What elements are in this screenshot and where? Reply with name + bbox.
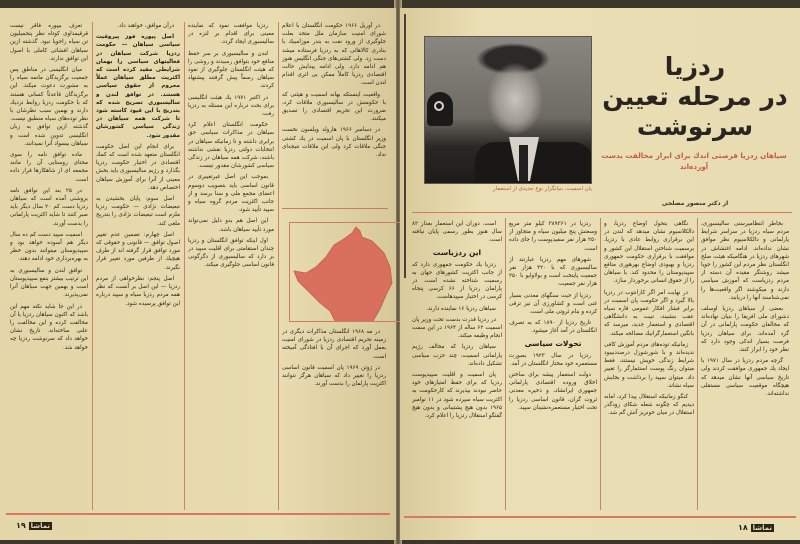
paragraph: اسمیت سپید دست کم ده سال دیگر هم آسوده خواهد بود و سپیدپوستان میتوانند بدون خطر به بهره‌برداری خود ادامه دهند. xyxy=(10,231,88,263)
paragraph: اصل چهارم: تضمین عدم تغییر اصول توافق — قانونی و حقوقی که مورد توافق قرار گرفته اند از طرف هیچیك از طرفین مورد تغییر قرار نگیرند. xyxy=(96,231,180,271)
page-number: ۱۸ xyxy=(738,523,748,532)
footer-rule-right xyxy=(404,516,796,518)
paragraph: میان انگلیسی در مناطق پس جمعیت برگزیدگان مانمه سیاه را به مشورت دعوت میکند. این برگزیدگان قاعدتاً کسانی هستند که با حکومت ردزیا روابط نزدیك دارند و بهمین سبب نظرشان با نظر توده‌های سیاه منطبق نیست. گذشته ازین توافق به زبان انگلیسی تدوین شده است و سیاهان بیسواد آنرا نمیدانند. xyxy=(10,67,88,147)
paragraph: در ژوئن ۱۹۶۹ پان اسمیت قانون اساسی ردزیا را تغییر داد که سیاهان هرگز نتوانند اکثریت پارلمان را بدست آورند. xyxy=(282,364,386,388)
byline: از دکتر منصور مصلحی xyxy=(661,200,729,207)
paragraph: در ۲۵ بند این توافق نامه بروشنی آمده است که سیاهان ردزیا دست کم ۲۰ سال دیگر باید صبر کنند تا شاید اکثریت پارلمانی را بدست آورند. xyxy=(10,187,88,227)
paragraph: در ردزیا قدرت بدست تحت وزیر پان اسمیت ۶۲ ساله از ۱۹۶۴ در این سمت انجام وظیفه میکند. xyxy=(412,316,502,340)
section-rule xyxy=(282,208,388,209)
paragraph: تعرف بیپوره فاقر نیست قرقیمداوی کوتاه نظر پنجمیلیون تن سیاه راجویا نبود. گذشته ازین سیاهان افشائی کاملی با اصول این توافق ندارند. xyxy=(10,23,88,62)
magazine-logo: تماشا xyxy=(30,522,51,530)
paragraph: بعضی از سیاهان ردزیا اوسلف دشورای ملی افریقا را بنیان نهاده‌اند که مخالفان حکومت پارلمانی در آن گرد آمده‌اند. برای سیاهان ردزیا فرصت بسیار اندکی وجود دارد که نظر خود را ابراز کنند. xyxy=(701,306,789,354)
paragraph: ردزیا یك حکومت جمهوری دارد که از جانب اکثریت کشورهای جهان به رسمیت شناخته نشده است. در پارلمان ردزیا از ۶۶ کرسی پنجاه کرسی در اختیار سپیدهاست. xyxy=(412,261,502,301)
paragraph: در اکتبر ۱۹۷۱ یك هیئت انگلیسی برای بحث درباره این مسئله به ردزیا رفت. xyxy=(188,94,274,118)
title-line: سرنوشت xyxy=(636,112,754,141)
magazine-logo: تماشا xyxy=(752,524,773,532)
portrait-photo xyxy=(424,36,592,184)
left-col1-top xyxy=(282,22,386,204)
paragraph: ماده توافق نامه را سوی محتای روستایی آن را مانند مجمعه ای از شاهکارها قرار داده است. xyxy=(10,152,88,183)
paragraph: ردزیا از حیث سنگهای معدنی بسیار غنی است و کشاورزی آن نیز ترقی کرده و بنام ثروتی ملی است. xyxy=(509,292,597,316)
paragraph: در مه ۱۹۶۸ انگلستان مذاکرات دیگری در زمینه تحریم اقتصادی ردزیا در شورای امنیت بعمل آورد که اجرای آن با افتادگی آمیخته است. xyxy=(282,329,386,360)
paragraph: اول اینکه توافق انگلستان و ردزیا چندان استقامتی برای اقلیت سپید در بر دارد که سالیسبوری از دگرگونی قانون اساسی جلوگیری میکند. xyxy=(188,237,274,269)
article-title xyxy=(600,52,790,142)
paragraph: پان اسمیت و اقلیت سپیدپوست ردزیا که برای حفظ امتیازهای خود حاضر نبودند بپذیرند که کارحکومت به اکثریت سیاه سپرده شود در ۱۱ نوامبر ۱۹۶۵ بدون هیچ پشتیبانی و بدون هیچ گفتگو استقلال ردزیا را اعلام کرد. xyxy=(412,372,502,420)
paragraph: برای انجام این اصل حکومت انگلستان متعهد شده است که کمك اقتصادی در اختیار حکومت ردزیا بگذارد و رژیم سالیسبوری باید بخش معینی از آنرا برای آموزش سیاهان اختصاص دهد. xyxy=(96,143,180,191)
necktie xyxy=(519,145,528,181)
page-number: ۱۹ xyxy=(16,521,26,530)
paragraph: دولت استعمار پیشه برای ساختن اخلاق وروده اقتصادی پارلمانی جمهوری ایرانشاد، و ذخیره معدنی ثروت گران، قانون اساسی ردزیا را تحت اختیار مستعمره‌نشینان سپید. xyxy=(509,372,597,411)
paragraph: سیاهان ردزیا ۱۶ نماینده دارند. xyxy=(426,305,496,312)
paragraph: در نهایت امر اگر کارانتوب در ردزیا بالا گیرد و اگر حکومت پان اسمیت در برابر فشار افکار عمومی قاره سیاه عقب بنشیند، تبیت به دانشگاهی اقتصادی و استعمار جدید، میرسد که بانگین استعمارگرانیك مصالحه میکند. xyxy=(604,289,694,337)
section-heading: تحولات سیاسی xyxy=(524,338,582,348)
paragraph: واقعیت اینستکه بهانه اسمیت و هیئتی که با حکومتش در سالیسبوری ملاقات کرد، ضرورت این تحریم اقتصادی را تصدیق میکنند. xyxy=(282,91,386,123)
bold-heading-paragraph: اصل پیوره فوز پیروقیت سیاسی سیاهان — حکومت ردزیا شرکت سیاهان در فعالیتهای سیاسی را بهمان شرایطی مفید کرده است که اکثریت مطلق سیاهان عملاً محروم از حقوق سیاسی هستند. در توافق لندن و سالیسبوری تصریح شده که بتدریج با این قیود کاسته شود تا شرکت همه سیاهان در زندگی سیاسی کشورشان مقدور شود. xyxy=(96,34,180,139)
rhodesia-map-frame xyxy=(289,222,402,322)
right-col1b xyxy=(604,220,694,510)
paragraph: است. دوران این استعمار بعداز ۸۲ سال هنوز بطور رسمی پایان نیافته است. xyxy=(412,221,502,244)
left-col3 xyxy=(96,22,180,510)
title-line: در مرحله تعیین xyxy=(602,82,788,111)
right-col2 xyxy=(509,220,597,510)
paragraph: توافق لندن و سالیسبوری به این ترتیب بیشتر بنفع سپیدپوستان است و بهمین جهت سیاهان آنرا نمی‌پذیرند. xyxy=(10,267,88,299)
paragraph: نگاهی بتحول اوضاع ردزیا، و دالکلاسیوم نشان میدهد که لندن در این برقراری روابط عادی با ردزیا، برسمیت شناختن استقلال این کشور و موافقت با برقراری حکومت جمهوری ردزیا و بهبودی اوضاع بهرهوری منافع سپیدپوستان را محدود کند. یا سیاهان را از حقوق انسانی برخوردار سازد. xyxy=(604,221,694,285)
paragraph: در دسامبر ۱۹۶۶ هارولد ویلسون نخست وزیر انگلستان با پان اسمیت در یك کشتی جنگی ملاقات کرد ولی این ملاقات نتیجه‌ای نداد. xyxy=(282,127,386,159)
paragraph: در این جا شاید نکته مهم این باشد که اکنون سیاهان ردزیا با آن مخالفت کرده و این مخالفت را علنی ساخته‌اند. تاریخ نشان خواهد داد که سرنوشت ردزیا چه خواهد شد. xyxy=(10,303,88,351)
column-rule xyxy=(278,22,279,510)
column-rule xyxy=(92,22,93,510)
left-col1-bottom xyxy=(282,328,386,508)
paragraph: زمانیکه توده‌های مردم آموزش کافی ندیده‌اند و با شورشوزل درصددبیبود شرایط زندگی خویش نیستند، فقط میتوان رنگ پوست استثمارگر را تغییر داد. میتوان سپید را برداشت و بجایش سیاه نشاند. xyxy=(604,341,694,389)
paragraph: لندن و سالیسبوری بر سر حفظ منافع خود بتوافق رسیدند و روشی را که هیئت انگلستان جلوگیری از نفوذ سیاهان رسماً پیش گرفتند پیشنهاد کردند. xyxy=(188,50,274,90)
paragraph: در آوریل ۱۹۶۶ حکومت انگلستان با اعلام شورای امنیت سازمان ملل متحد بعلت جلوگیری از ورود نفت به بندر موزامبیك با بنادری کالاهائی که به ردزیا فرستاده میشد دست زد. ولی کشتی‌های جنگی انگلیس هنوز هم ادامه دارد. ولی ادامه پیدایش حالت اقتصادی ردزیا کاملاً ممکن بی اثری اقدام لندن است. xyxy=(282,23,386,87)
paragraph: درآن موافق، خواهند داد. xyxy=(117,23,174,29)
paragraph: تاریخ ردزیا از ۱۸۹۰ که به تصرف انگلستان در آمد آغاز میشود. xyxy=(509,320,597,335)
column-rule xyxy=(184,22,185,510)
right-col1 xyxy=(701,220,789,510)
left-folio xyxy=(16,521,52,530)
paragraph: اصل سوم: پایان بخشیدن به تبعیضات نژادی — حکومت ردزیا ملزم است تبعیضات نژادی را بتدریج ملغی کند. xyxy=(96,196,180,227)
paragraph: بخاطر انتظامپرستی سالیسبوری، مردم سیاه ردزیا در سراسر شرایط پارلمانی و دالکلاسیوم نظر موافق نشان نداده‌اند. ادامه اغتشاش در شهرهای ردزیا در هنگامیکه هیئت صلح انگلستان نظر مردم این کشور را جویا میشد روشنگر مقیده آن دسته از مردم ردزیاست که آموزش سیاسی دارند و میکوشند اگر واقعیت‌ها را نمی‌شناسند آنها را دریابند. xyxy=(701,221,789,301)
title-line: ردزیا xyxy=(664,52,726,81)
left-col2 xyxy=(188,22,274,510)
paragraph: سیاهان ردزیا که مخالف رژیم پارلمانی اسمیت، چند حزب سیاسی تشکیل داده‌اند. xyxy=(412,344,502,367)
photo-caption: یان اسمیت، بنیانگزار نوع جدیدی از استعمار xyxy=(492,186,592,192)
paragraph: حکومت انگلستان اعلام کرد سیاهان در مذاکرات سیاسی حق برابری داشته و تا زمانیکه سیاهان در انتخابات دولتی ردزیا نقشی نداشته باشند، شرکت همه سیاهان در زندگی سیاسی کشورشان مقدور نیست. xyxy=(188,122,274,170)
left-col4 xyxy=(10,22,88,510)
helmet-badge xyxy=(434,101,444,111)
paragraph: اصل پنجم: نظرخواهی از مردم ردزیا — این اصل بر آنست که نظر همه مردم ردزیا سیاه و سپید درباره این توافق پرسیده شود. xyxy=(96,275,180,307)
article-subtitle: سیاهان ردزیا فرصتی اندك برای ابراز مخالفت بدست آورده‌اند xyxy=(601,151,787,171)
footer-rule-left xyxy=(6,513,390,515)
edge-rule xyxy=(404,14,406,278)
paragraph: گرچه مردم ردزیا در سال ۱۹۷۱ با ایجاد یك جمهوری موافقت کردند ولی تاریخ سیاسی آنها نشان میدهد که هیچگاه موقعیت سیاسی مستقلی نداشته‌اند. xyxy=(701,358,789,398)
column-rule xyxy=(697,218,698,510)
section-rule xyxy=(412,212,792,213)
paragraph: بموجب این اصل غیرتغییری در قانون اساسی باید بتصویب دوسوم اعضای مجمع ملی و سنا برسد و از جانب اکثریت مردم گروه سیاه و سپید تأیید شود. xyxy=(188,174,274,214)
rhodesia-map-icon xyxy=(290,223,402,322)
paragraph: این اصل هم بدو دلیل نمی‌تواند مورد تأیید سیاهان باشد. xyxy=(188,218,274,233)
paragraph: شهرهای مهم ردزیا عبارتند از سالیسبوری که با ۴۲۰ هزار نفر جمعیت پایتخت است و بولاوایو با ۲۵۰ هزار نفر جمعیت. xyxy=(509,256,597,288)
column-rule xyxy=(505,218,506,510)
right-col3 xyxy=(412,220,502,510)
section-heading: این ردزیاست xyxy=(432,247,482,257)
paragraph: ردزیا موافقت نمود که نماینده معینی برای اقدام بر لنزه در سالیسبوری ایجاد گردد. xyxy=(188,23,274,46)
paragraph: ردزیا در ۳۸۹۳۶۱ کیلو متر مربع وسعتش پنج میلیون سیاه و متجاوز از ۲۵۰ هزار نفر سفیدپوست را جای داده است. xyxy=(509,221,597,252)
right-folio xyxy=(738,523,774,532)
paragraph: ردزیا در سال ۱۹۲۳ بصورت مستعمره خود مختار انگلستان در آمد. xyxy=(509,352,597,367)
column-rule xyxy=(600,218,601,510)
paragraph: کنگو زمانیکه استقلال پیدا کرد، امانه دیدیم که چگونه شعله شکای زودگذر استقلال در میان خونریز آتش گم شد. xyxy=(604,394,694,417)
